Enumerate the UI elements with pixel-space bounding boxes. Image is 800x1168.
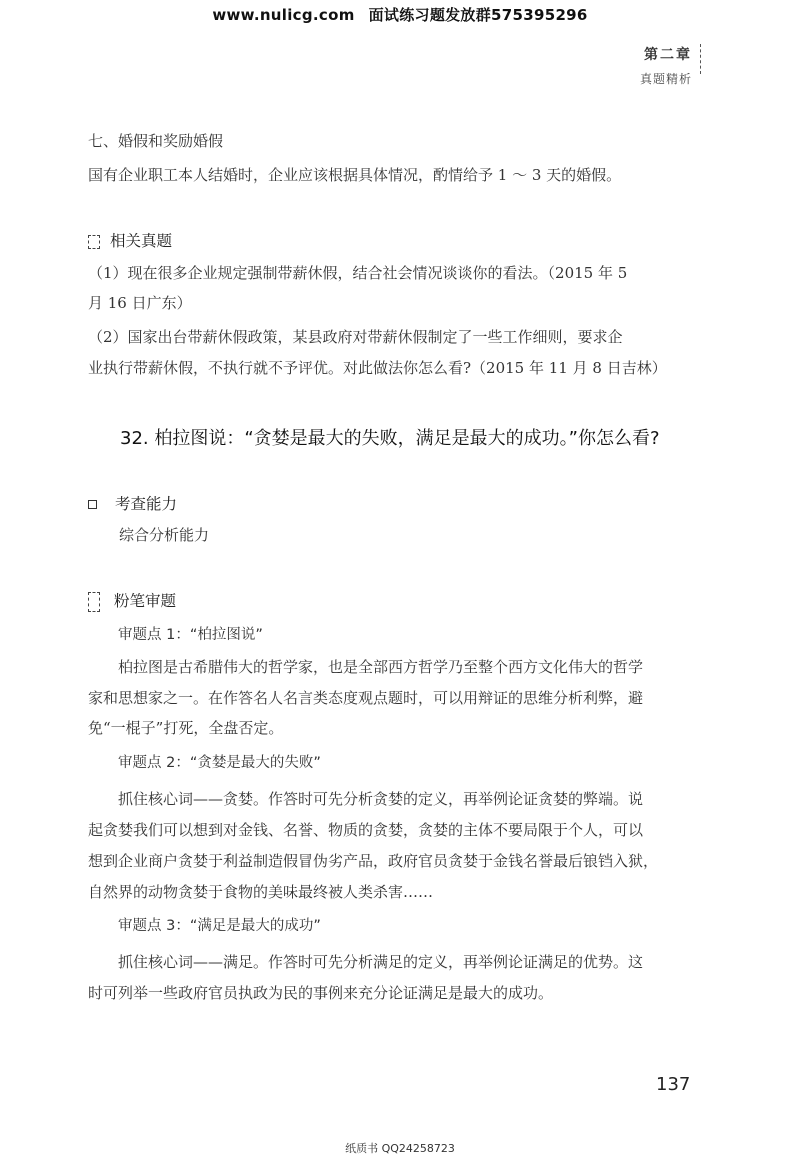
point1-title: 审题点 1：“柏拉图说” (118, 627, 263, 643)
promo-text: 面试练习题发放群575395296 (368, 6, 588, 24)
point1-line1: 柏拉图是古希腊伟大的哲学家，也是全部西方哲学乃至整个西方文化伟大的哲学 (118, 658, 644, 676)
point3-line2: 时可列举一些政府官员执政为民的事例来充分论证满足是最大的成功。 (88, 984, 554, 1002)
point1-line3: 免“一棍子”打死，全盘否定。 (88, 719, 284, 737)
section-title: 七、婚假和奖励婚假 (88, 132, 224, 150)
point3-line1: 抓住核心词——满足。作答时可先分析满足的定义，再举例论证满足的优势。这 (118, 953, 644, 971)
analysis-heading: 粉笔审题 (88, 589, 176, 613)
ability-text: 综合分析能力 (119, 526, 210, 544)
point2-line4: 自然界的动物贪婪于食物的美味最终被人类杀害…… (88, 883, 434, 901)
related-q1-line2: 月 16 日广东） (88, 294, 192, 312)
footer-text: 纸质书 QQ24258723 (345, 1142, 455, 1155)
section-icon (88, 592, 100, 612)
page-number: 137 (656, 1074, 691, 1095)
point3-title: 审题点 3：“满足是最大的成功” (118, 918, 321, 934)
related-q2-line1: （2）国家出台带薪休假政策，某县政府对带薪休假制定了一些工作细则，要求企 (88, 328, 623, 346)
related-q2-line2: 业执行带薪休假，不执行就不予评优。对此做法你怎么看?（2015 年 11 月 8 日吉林） (88, 359, 667, 377)
site-url: www.nulicg.com (212, 6, 355, 24)
chapter-title: 真题精析 (639, 72, 692, 86)
point1-line2: 家和思想家之一。在作答名人名言类态度观点题时，可以用辩证的思维分析利弊，避 (88, 689, 644, 707)
square-bullet-icon (88, 500, 97, 509)
ability-heading: 考查能力 (88, 492, 177, 516)
top-banner (0, 4, 800, 25)
section-text: 国有企业职工本人结婚时，企业应该根据具体情况，酌情给予 1 ～ 3 天的婚假。 (88, 166, 622, 184)
related-heading: 相关真题 (88, 229, 172, 253)
section-icon (88, 235, 100, 249)
point2-line2: 起贪婪我们可以想到对金钱、名誉、物质的贪婪，贪婪的主体不要局限于个人，可以 (88, 821, 644, 839)
point2-line3: 想到企业商户贪婪于利益制造假冒伪劣产品，政府官员贪婪于金钱名誉最后锒铛入狱， (88, 852, 659, 870)
related-q1-line1: （1）现在很多企业规定强制带薪休假，结合社会情况谈谈你的看法。（2015 年 5 (88, 264, 628, 282)
point2-title: 审题点 2：“贪婪是最大的失败” (118, 755, 321, 771)
point2-line1: 抓住核心词——贪婪。作答时可先分析贪婪的定义，再举例论证贪婪的弊端。说 (118, 790, 644, 808)
question-title: 32. 柏拉图说：“贪婪是最大的失败，满足是最大的成功。”你怎么看? (120, 428, 660, 449)
chapter-marker (640, 44, 692, 87)
chapter-number: 第二章 (644, 47, 692, 63)
chapter-divider (700, 44, 701, 74)
